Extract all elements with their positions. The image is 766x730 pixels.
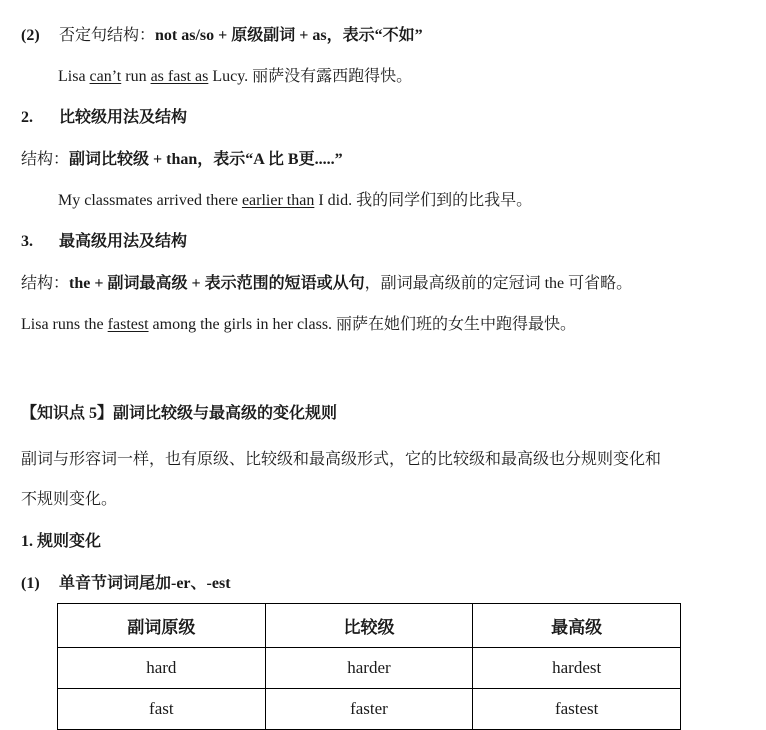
intro-line-1: 副词与形容词一样，也有原级、比较级和最高级形式，它的比较级和最高级也分规则变化和 (21, 451, 662, 468)
regular-change-heading: 1. 规则变化 (21, 533, 102, 550)
comparative-heading (21, 108, 187, 128)
structure-label: 结构： (21, 151, 70, 168)
table-row (58, 648, 681, 689)
intro-line-2: 不规则变化。 (21, 491, 118, 508)
example-text: run (121, 68, 151, 85)
cell-positive: fast (58, 689, 266, 730)
comparative-structure (21, 150, 343, 170)
header-comparative: 比较级 (265, 604, 473, 648)
example-text: Lisa runs the (21, 316, 108, 333)
table-header-row (58, 604, 681, 648)
comparison-table (57, 603, 681, 730)
example-text: My classmates arrived there (58, 192, 242, 209)
structure-note: ，副词最高级前的定冠词 the 可省略。 (364, 275, 633, 292)
example-sentence-1 (58, 67, 412, 87)
table-row (58, 689, 681, 730)
example-text: among the girls in her class. 丽萨在她们班的女生中跑得最快。 (148, 316, 577, 333)
superlative-structure (21, 274, 632, 294)
section-title: 【知识点 5】副词比较级与最高级的变化规则 (21, 405, 338, 422)
example-sentence-3 (21, 315, 576, 335)
negative-structure-heading (21, 26, 423, 46)
cell-positive: hard (58, 648, 266, 689)
heading-number: 2. (21, 109, 33, 126)
underlined-phrase: as fast as (150, 68, 209, 85)
example-text: Lucy. 丽萨没有露西跑得快。 (208, 68, 413, 85)
cell-comparative: harder (265, 648, 473, 689)
structure-label: 结构： (21, 275, 70, 292)
underlined-phrase: can’t (89, 68, 122, 85)
rule-number: (1) (21, 575, 40, 592)
cell-superlative: fastest (473, 689, 681, 730)
rule-title: 单音节词词尾加-er、-est (59, 575, 231, 592)
structure-formula: 副词比较级 + than，表示“A 比 B更.....” (69, 151, 343, 168)
underlined-phrase: fastest (107, 316, 149, 333)
rule-heading (21, 574, 231, 594)
cell-superlative: hardest (473, 648, 681, 689)
structure-formula: the + 副词最高级 + 表示范围的短语或从句 (69, 275, 365, 292)
example-text: I did. 我的同学们到的比我早。 (314, 192, 533, 209)
item-number: (2) (21, 27, 40, 44)
heading-title: 比较级用法及结构 (59, 109, 188, 126)
underlined-phrase: earlier than (241, 192, 315, 209)
example-text: Lisa (58, 68, 90, 85)
heading-number: 3. (21, 233, 33, 250)
example-sentence-2 (58, 191, 532, 211)
structure-formula: not as/so + 原级副词 + as，表示“不如” (155, 27, 423, 44)
header-superlative: 最高级 (473, 604, 681, 648)
structure-label: 否定句结构： (59, 27, 156, 44)
header-positive: 副词原级 (58, 604, 266, 648)
cell-comparative: faster (265, 689, 473, 730)
superlative-heading (21, 232, 187, 252)
heading-title: 最高级用法及结构 (59, 233, 188, 250)
